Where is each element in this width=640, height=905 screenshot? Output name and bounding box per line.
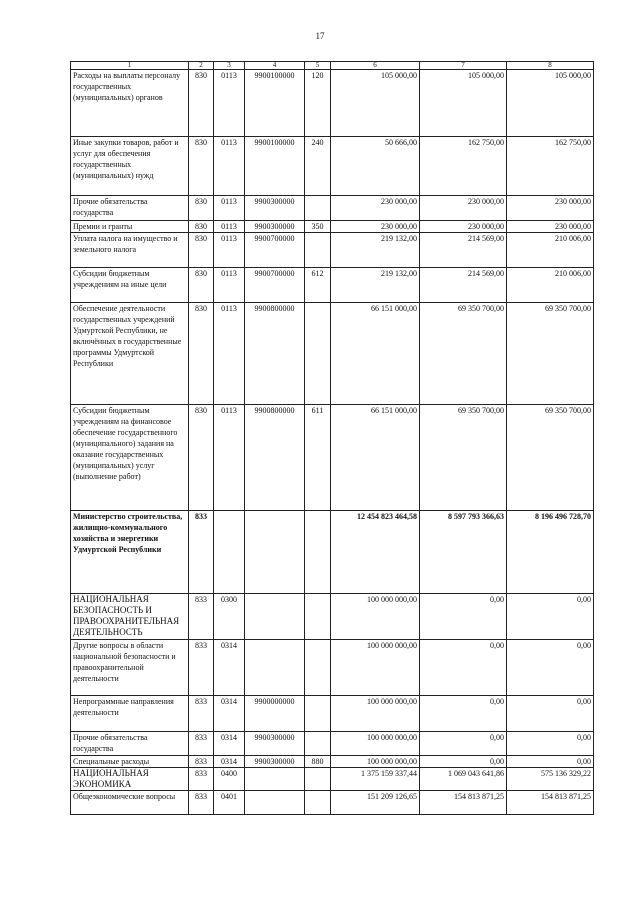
amount-year-2-cell: 69 350 700,00 [420, 405, 507, 511]
amount-year-1-cell: 100 000 000,00 [331, 756, 420, 768]
expense-type-cell: 240 [305, 137, 331, 196]
target-article-cell: 9900300000 [245, 732, 305, 756]
amount-year-2-cell: 214 569,00 [420, 233, 507, 268]
expense-type-cell [305, 196, 331, 221]
expense-type-cell [305, 303, 331, 405]
amount-year-3-cell: 0,00 [507, 756, 594, 768]
amount-year-3-cell: 162 750,00 [507, 137, 594, 196]
admin-code-cell: 830 [189, 303, 214, 405]
column-header: 6 [331, 62, 420, 70]
row-name-cell: Обеспечение деятельности государственных учреждений Удмуртской Республики, не включённых в государственные программы Удмуртской Республики [71, 303, 189, 405]
column-header: 4 [245, 62, 305, 70]
section-code-cell: 0314 [214, 756, 245, 768]
amount-year-1-cell: 100 000 000,00 [331, 732, 420, 756]
amount-year-2-cell: 230 000,00 [420, 196, 507, 221]
amount-year-3-cell: 230 000,00 [507, 196, 594, 221]
section-code-cell: 0314 [214, 640, 245, 696]
amount-year-3-cell: 154 813 871,25 [507, 791, 594, 815]
row-name-cell: Субсидии бюджетным учреждениям на иные цели [71, 268, 189, 303]
row-name-cell: Специальные расходы [71, 756, 189, 768]
amount-year-3-cell: 0,00 [507, 696, 594, 732]
table-row [71, 405, 594, 511]
page-number: 17 [315, 31, 325, 41]
table-row [71, 268, 594, 303]
amount-year-3-cell: 0,00 [507, 594, 594, 640]
column-header: 2 [189, 62, 214, 70]
target-article-cell: 9900700000 [245, 268, 305, 303]
section-code-cell: 0300 [214, 594, 245, 640]
amount-year-1-cell: 1 375 159 337,44 [331, 768, 420, 791]
target-article-cell: 9900300000 [245, 196, 305, 221]
section-code-cell [214, 511, 245, 594]
amount-year-2-cell: 162 750,00 [420, 137, 507, 196]
amount-year-3-cell: 0,00 [507, 732, 594, 756]
target-article-cell: 9900800000 [245, 405, 305, 511]
table-row [71, 511, 594, 594]
row-name-cell: НАЦИОНАЛЬНАЯ ЭКОНОМИКА [71, 768, 189, 791]
section-code-cell: 0113 [214, 405, 245, 511]
expense-type-cell [305, 511, 331, 594]
amount-year-1-cell: 151 209 126,65 [331, 791, 420, 815]
table-row [71, 196, 594, 221]
target-article-cell [245, 594, 305, 640]
admin-code-cell: 833 [189, 768, 214, 791]
row-name-cell: Уплата налога на имущество и земельного налога [71, 233, 189, 268]
section-code-cell: 0113 [214, 196, 245, 221]
admin-code-cell: 830 [189, 233, 214, 268]
section-code-cell: 0314 [214, 732, 245, 756]
amount-year-2-cell: 8 597 793 366,63 [420, 511, 507, 594]
amount-year-1-cell: 219 132,00 [331, 233, 420, 268]
table-row [71, 137, 594, 196]
amount-year-3-cell: 230 000,00 [507, 221, 594, 233]
table-row [71, 768, 594, 791]
table-row [71, 640, 594, 696]
column-header: 5 [305, 62, 331, 70]
column-header: 8 [507, 62, 594, 70]
amount-year-1-cell: 100 000 000,00 [331, 640, 420, 696]
row-name-cell: Премии и гранты [71, 221, 189, 233]
amount-year-3-cell: 575 136 329,22 [507, 768, 594, 791]
admin-code-cell: 833 [189, 594, 214, 640]
row-name-cell: Субсидии бюджетным учреждениям на финансовое обеспечение государственного (муниципального) задания на оказание государственных (муниципальных) услуг (выполнение работ) [71, 405, 189, 511]
amount-year-1-cell: 12 454 823 464,58 [331, 511, 420, 594]
table-row [71, 233, 594, 268]
amount-year-2-cell: 0,00 [420, 756, 507, 768]
amount-year-2-cell: 1 069 043 641,86 [420, 768, 507, 791]
admin-code-cell: 833 [189, 640, 214, 696]
amount-year-1-cell: 100 000 000,00 [331, 696, 420, 732]
row-name-cell: Министерство строительства, жилищно-коммунального хозяйства и энергетики Удмуртской Республики [71, 511, 189, 594]
section-code-cell: 0113 [214, 137, 245, 196]
amount-year-3-cell: 69 350 700,00 [507, 405, 594, 511]
column-header: 7 [420, 62, 507, 70]
row-name-cell: Иные закупки товаров, работ и услуг для обеспечения государственных (муниципальных) нужд [71, 137, 189, 196]
amount-year-1-cell: 219 132,00 [331, 268, 420, 303]
section-code-cell: 0113 [214, 233, 245, 268]
expense-type-cell: 612 [305, 268, 331, 303]
expense-type-cell [305, 233, 331, 268]
expense-type-cell: 611 [305, 405, 331, 511]
expense-type-cell [305, 594, 331, 640]
column-number-row [71, 62, 594, 70]
row-name-cell: Непрограммные направления деятельности [71, 696, 189, 732]
target-article-cell [245, 511, 305, 594]
target-article-cell: 9900100000 [245, 70, 305, 137]
admin-code-cell: 830 [189, 268, 214, 303]
table-row [71, 732, 594, 756]
target-article-cell: 9900300000 [245, 221, 305, 233]
amount-year-1-cell: 105 000,00 [331, 70, 420, 137]
row-name-cell: Другие вопросы в области национальной безопасности и правоохранительной деятельности [71, 640, 189, 696]
amount-year-2-cell: 154 813 871,25 [420, 791, 507, 815]
expense-type-cell [305, 640, 331, 696]
amount-year-2-cell: 0,00 [420, 732, 507, 756]
expense-type-cell: 350 [305, 221, 331, 233]
amount-year-2-cell: 105 000,00 [420, 70, 507, 137]
column-header: 3 [214, 62, 245, 70]
target-article-cell: 9900100000 [245, 137, 305, 196]
amount-year-3-cell: 8 196 496 728,70 [507, 511, 594, 594]
amount-year-1-cell: 230 000,00 [331, 221, 420, 233]
section-code-cell: 0314 [214, 696, 245, 732]
expense-type-cell: 120 [305, 70, 331, 137]
section-code-cell: 0113 [214, 221, 245, 233]
amount-year-3-cell: 0,00 [507, 640, 594, 696]
admin-code-cell: 830 [189, 137, 214, 196]
table-row [71, 696, 594, 732]
table-row [71, 221, 594, 233]
target-article-cell [245, 791, 305, 815]
target-article-cell [245, 640, 305, 696]
admin-code-cell: 830 [189, 221, 214, 233]
amount-year-3-cell: 69 350 700,00 [507, 303, 594, 405]
section-code-cell: 0113 [214, 303, 245, 405]
amount-year-1-cell: 66 151 000,00 [331, 303, 420, 405]
admin-code-cell: 833 [189, 511, 214, 594]
amount-year-2-cell: 230 000,00 [420, 221, 507, 233]
table-row [71, 791, 594, 815]
expense-type-cell [305, 696, 331, 732]
amount-year-3-cell: 210 006,00 [507, 233, 594, 268]
section-code-cell: 0113 [214, 70, 245, 137]
amount-year-2-cell: 0,00 [420, 640, 507, 696]
table-row [71, 756, 594, 768]
table-row [71, 594, 594, 640]
admin-code-cell: 830 [189, 70, 214, 137]
admin-code-cell: 833 [189, 791, 214, 815]
section-code-cell: 0400 [214, 768, 245, 791]
amount-year-1-cell: 50 666,00 [331, 137, 420, 196]
target-article-cell: 9900000000 [245, 696, 305, 732]
section-code-cell: 0401 [214, 791, 245, 815]
expense-type-cell [305, 768, 331, 791]
admin-code-cell: 833 [189, 696, 214, 732]
amount-year-3-cell: 105 000,00 [507, 70, 594, 137]
table-row [71, 303, 594, 405]
expense-type-cell: 880 [305, 756, 331, 768]
target-article-cell: 9900700000 [245, 233, 305, 268]
admin-code-cell: 833 [189, 756, 214, 768]
row-name-cell: Прочие обязательства государства [71, 732, 189, 756]
admin-code-cell: 833 [189, 732, 214, 756]
admin-code-cell: 830 [189, 196, 214, 221]
row-name-cell: Прочие обязательства государства [71, 196, 189, 221]
budget-table [70, 61, 594, 815]
table-body [71, 70, 594, 815]
row-name-cell: Расходы на выплаты персоналу государственных (муниципальных) органов [71, 70, 189, 137]
amount-year-1-cell: 66 151 000,00 [331, 405, 420, 511]
amount-year-2-cell: 0,00 [420, 594, 507, 640]
amount-year-1-cell: 100 000 000,00 [331, 594, 420, 640]
amount-year-2-cell: 214 569,00 [420, 268, 507, 303]
expense-type-cell [305, 732, 331, 756]
target-article-cell: 9900300000 [245, 756, 305, 768]
row-name-cell: Общеэкономические вопросы [71, 791, 189, 815]
amount-year-1-cell: 230 000,00 [331, 196, 420, 221]
column-header: 1 [71, 62, 189, 70]
target-article-cell: 9900800000 [245, 303, 305, 405]
target-article-cell [245, 768, 305, 791]
row-name-cell: НАЦИОНАЛЬНАЯ БЕЗОПАСНОСТЬ И ПРАВООХРАНИТЕЛЬНАЯ ДЕЯТЕЛЬНОСТЬ [71, 594, 189, 640]
section-code-cell: 0113 [214, 268, 245, 303]
table-row [71, 70, 594, 137]
expense-type-cell [305, 791, 331, 815]
amount-year-2-cell: 0,00 [420, 696, 507, 732]
amount-year-2-cell: 69 350 700,00 [420, 303, 507, 405]
amount-year-3-cell: 210 006,00 [507, 268, 594, 303]
admin-code-cell: 830 [189, 405, 214, 511]
